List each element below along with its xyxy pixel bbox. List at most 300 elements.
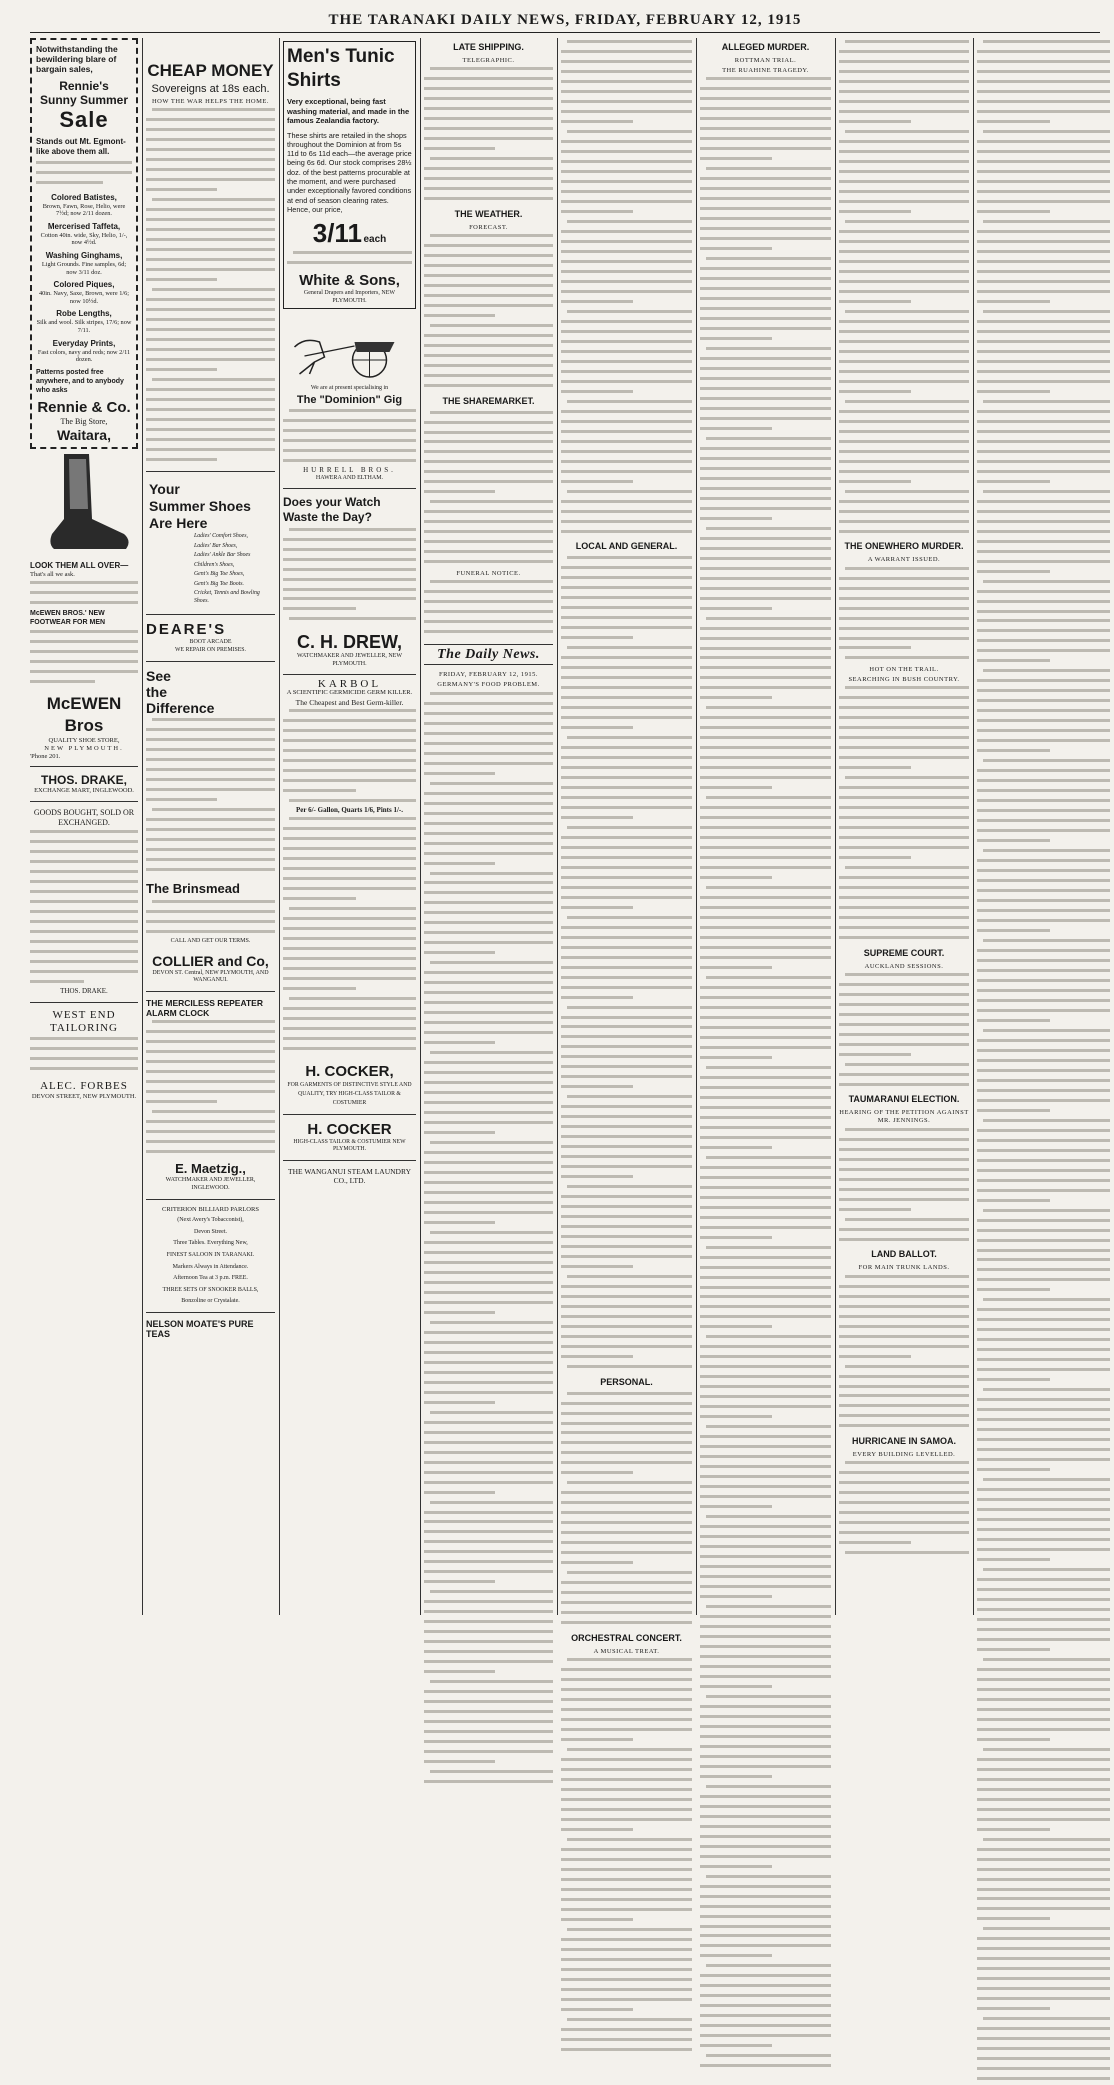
text-line bbox=[977, 959, 1110, 967]
text-line bbox=[424, 364, 553, 372]
text-line bbox=[561, 1175, 692, 1183]
text-line bbox=[977, 999, 1110, 1007]
body-text-block bbox=[700, 77, 831, 2071]
section-heading: SUPREME COURT. bbox=[863, 947, 945, 958]
text-line bbox=[283, 769, 416, 777]
text-line bbox=[700, 1665, 831, 1673]
text-line bbox=[977, 739, 1110, 747]
text-line bbox=[839, 1481, 969, 1489]
text-line bbox=[561, 1778, 692, 1786]
text-line bbox=[977, 370, 1110, 378]
criterion-title: CRITERION BILLIARD PARLORS bbox=[162, 1205, 259, 1213]
text-line bbox=[561, 1611, 692, 1619]
drew-sub: WATCHMAKER AND JEWELLER, NEW PLYMOUTH. bbox=[297, 653, 402, 667]
text-line bbox=[839, 520, 969, 528]
text-line bbox=[561, 1738, 692, 1746]
text-line bbox=[977, 1798, 1110, 1806]
text-line bbox=[561, 816, 692, 824]
text-line bbox=[424, 1331, 553, 1339]
text-line bbox=[424, 981, 553, 989]
text-line bbox=[700, 1495, 831, 1503]
text-line bbox=[700, 1964, 831, 1972]
text-line bbox=[700, 1146, 831, 1154]
text-line bbox=[561, 2008, 692, 2016]
text-line bbox=[146, 288, 275, 296]
text-line bbox=[977, 100, 1110, 108]
text-line bbox=[977, 530, 1110, 538]
text-line bbox=[146, 128, 275, 136]
body-text-block bbox=[839, 973, 969, 1090]
text-line bbox=[146, 258, 275, 266]
text-line bbox=[700, 1415, 831, 1423]
text-line bbox=[977, 350, 1110, 358]
text-line bbox=[977, 919, 1110, 927]
text-line bbox=[839, 567, 969, 575]
text-line bbox=[561, 400, 692, 408]
text-line bbox=[561, 1898, 692, 1906]
text-line bbox=[561, 180, 692, 188]
text-line bbox=[561, 856, 692, 864]
text-line bbox=[839, 180, 969, 188]
paper-date: FRIDAY, FEBRUARY 12, 1915. bbox=[438, 671, 539, 679]
text-line bbox=[977, 1538, 1110, 1546]
text-line bbox=[424, 1441, 553, 1449]
text-line bbox=[977, 560, 1110, 568]
text-line bbox=[839, 40, 969, 48]
text-line bbox=[700, 1954, 831, 1962]
text-line bbox=[839, 706, 969, 714]
text-line bbox=[977, 120, 1110, 128]
text-line bbox=[561, 1688, 692, 1696]
text-line bbox=[146, 748, 275, 756]
text-line bbox=[283, 429, 416, 437]
text-line bbox=[977, 500, 1110, 508]
text-line bbox=[700, 1475, 831, 1483]
text-line bbox=[424, 1361, 553, 1369]
text-line bbox=[700, 1805, 831, 1813]
text-line bbox=[839, 876, 969, 884]
text-line bbox=[561, 1818, 692, 1826]
section-subheading: A MUSICAL TREAT. bbox=[593, 1647, 660, 1655]
text-line bbox=[839, 1168, 969, 1176]
text-line bbox=[561, 876, 692, 884]
text-line bbox=[561, 1858, 692, 1866]
text-line bbox=[561, 1541, 692, 1549]
rennie-item-desc: Brown, Fawn, Rose, Helio, were 7½d; now 2/11 dozen. bbox=[42, 202, 126, 218]
text-line bbox=[700, 2004, 831, 2012]
text-line bbox=[977, 1638, 1110, 1646]
text-line bbox=[146, 248, 275, 256]
text-line bbox=[424, 1281, 553, 1289]
text-line bbox=[839, 1033, 969, 1041]
forbes-addr: DEVON STREET, NEW PLYMOUTH. bbox=[31, 1092, 137, 1100]
text-line bbox=[977, 460, 1110, 468]
criterion-line: Afternoon Tea at 3 p.m. FREE. bbox=[173, 1275, 248, 1282]
text-line bbox=[977, 969, 1110, 977]
mcewen-town: NEW PLYMOUTH. bbox=[44, 744, 124, 752]
text-line bbox=[977, 1818, 1110, 1826]
text-line bbox=[700, 337, 831, 345]
text-line bbox=[977, 1209, 1110, 1217]
text-line bbox=[977, 1937, 1110, 1945]
text-line bbox=[424, 127, 553, 135]
text-line bbox=[146, 418, 275, 426]
text-line bbox=[561, 696, 692, 704]
gig-seller: HURRELL BROS. bbox=[303, 466, 396, 475]
text-line bbox=[561, 1325, 692, 1333]
rennie-tag: Stands out Mt. Egmont-like above them all. bbox=[36, 137, 126, 156]
text-line bbox=[146, 1100, 275, 1108]
text-line bbox=[146, 1070, 275, 1078]
text-line bbox=[283, 588, 416, 596]
text-line bbox=[424, 500, 553, 508]
text-line bbox=[561, 976, 692, 984]
text-line bbox=[424, 1540, 553, 1548]
text-line bbox=[283, 597, 416, 605]
text-line bbox=[424, 961, 553, 969]
text-line bbox=[283, 789, 416, 797]
text-line bbox=[424, 1131, 553, 1139]
text-line bbox=[839, 766, 969, 774]
text-line bbox=[700, 1695, 831, 1703]
text-line bbox=[561, 756, 692, 764]
text-line bbox=[977, 360, 1110, 368]
text-line bbox=[977, 430, 1110, 438]
text-line bbox=[839, 390, 969, 398]
text-line bbox=[424, 1660, 553, 1668]
text-line bbox=[561, 360, 692, 368]
text-line bbox=[561, 596, 692, 604]
deare-title: DEARE'S bbox=[146, 621, 227, 639]
text-line bbox=[700, 607, 831, 615]
text-line bbox=[700, 1156, 831, 1164]
text-line bbox=[561, 1441, 692, 1449]
text-line bbox=[700, 1905, 831, 1913]
rennie-name: Rennie & Co. bbox=[37, 398, 131, 416]
text-line bbox=[977, 1039, 1110, 1047]
text-line bbox=[839, 826, 969, 834]
rennie-footer: Patterns posted free anywhere, and to anybody who asks bbox=[36, 368, 124, 394]
text-line bbox=[700, 736, 831, 744]
text-line bbox=[839, 1063, 969, 1071]
text-line bbox=[561, 686, 692, 694]
text-line bbox=[839, 607, 969, 615]
text-line bbox=[977, 769, 1110, 777]
rennie-item-name: Washing Ginghams, bbox=[45, 250, 123, 260]
text-line bbox=[424, 1241, 553, 1249]
text-line bbox=[700, 1485, 831, 1493]
text-line bbox=[561, 1571, 692, 1579]
text-line bbox=[424, 822, 553, 830]
text-line bbox=[700, 1525, 831, 1533]
text-line bbox=[977, 540, 1110, 548]
text-line bbox=[839, 1285, 969, 1293]
text-line bbox=[283, 1027, 416, 1035]
text-line bbox=[839, 776, 969, 784]
text-line bbox=[700, 1835, 831, 1843]
text-line bbox=[839, 686, 969, 694]
text-line bbox=[561, 1908, 692, 1916]
text-line bbox=[977, 779, 1110, 787]
text-line bbox=[977, 929, 1110, 937]
text-line bbox=[561, 2018, 692, 2026]
text-line bbox=[561, 1285, 692, 1293]
text-line bbox=[977, 1977, 1110, 1985]
text-line bbox=[424, 1211, 553, 1219]
maetzig-addr: WATCHMAKER AND JEWELLER, INGLEWOOD. bbox=[165, 1177, 256, 1192]
rennie-store: The Big Store, bbox=[60, 416, 108, 426]
text-line bbox=[424, 304, 553, 312]
text-line bbox=[700, 806, 831, 814]
text-line bbox=[839, 190, 969, 198]
rennie-town: Waitara, bbox=[57, 426, 111, 443]
text-line bbox=[700, 1176, 831, 1184]
column-2 bbox=[146, 38, 275, 1615]
text-line bbox=[700, 1276, 831, 1284]
text-line bbox=[561, 290, 692, 298]
text-line bbox=[424, 67, 553, 75]
shoe-list-item: Ladies' Comfort Shoes, bbox=[194, 533, 248, 540]
column-rule bbox=[696, 38, 697, 1615]
text-line bbox=[283, 917, 416, 925]
text-line bbox=[977, 1089, 1110, 1097]
text-line bbox=[561, 50, 692, 58]
text-line bbox=[146, 158, 275, 166]
text-line bbox=[977, 1568, 1110, 1576]
text-line bbox=[700, 1405, 831, 1413]
body-text-block bbox=[561, 1392, 692, 1629]
text-line bbox=[561, 916, 692, 924]
text-line bbox=[977, 200, 1110, 208]
text-line bbox=[977, 789, 1110, 797]
text-line bbox=[561, 586, 692, 594]
text-line bbox=[839, 886, 969, 894]
text-line bbox=[424, 177, 553, 185]
text-line bbox=[561, 1155, 692, 1163]
text-line bbox=[561, 906, 692, 914]
text-line bbox=[700, 1735, 831, 1743]
text-line bbox=[839, 530, 969, 538]
text-line bbox=[977, 1888, 1110, 1896]
summer-title: Are Here bbox=[149, 515, 208, 532]
text-line bbox=[424, 1530, 553, 1538]
text-line bbox=[839, 637, 969, 645]
text-line bbox=[424, 1580, 553, 1588]
text-line bbox=[700, 1685, 831, 1693]
text-line bbox=[839, 1003, 969, 1011]
text-line bbox=[146, 448, 275, 456]
text-line bbox=[700, 1355, 831, 1363]
text-line bbox=[839, 420, 969, 428]
text-line bbox=[700, 117, 831, 125]
text-line bbox=[839, 1394, 969, 1402]
text-line bbox=[839, 200, 969, 208]
text-line bbox=[146, 1150, 275, 1158]
text-line bbox=[700, 557, 831, 565]
text-line bbox=[839, 1385, 969, 1393]
text-line bbox=[977, 669, 1110, 677]
body-text-block bbox=[146, 718, 275, 875]
text-line bbox=[146, 838, 275, 846]
text-line bbox=[146, 788, 275, 796]
text-line bbox=[561, 786, 692, 794]
text-line bbox=[561, 230, 692, 238]
text-line bbox=[146, 378, 275, 386]
text-line bbox=[146, 438, 275, 446]
text-line bbox=[839, 1083, 969, 1091]
text-line bbox=[839, 480, 969, 488]
text-line bbox=[977, 1768, 1110, 1776]
text-line bbox=[700, 647, 831, 655]
text-line bbox=[424, 1620, 553, 1628]
text-line bbox=[977, 1628, 1110, 1636]
text-line bbox=[839, 1345, 969, 1353]
text-line bbox=[977, 1528, 1110, 1536]
text-line bbox=[561, 110, 692, 118]
text-line bbox=[977, 1278, 1110, 1286]
text-line bbox=[561, 260, 692, 268]
text-line bbox=[424, 1151, 553, 1159]
text-line bbox=[700, 307, 831, 315]
text-line bbox=[977, 979, 1110, 987]
text-line bbox=[424, 1640, 553, 1648]
text-line bbox=[561, 1828, 692, 1836]
text-line bbox=[561, 1085, 692, 1093]
text-line bbox=[977, 1358, 1110, 1366]
text-line bbox=[700, 1795, 831, 1803]
text-line bbox=[700, 746, 831, 754]
text-line bbox=[561, 1698, 692, 1706]
text-line bbox=[700, 1066, 831, 1074]
text-line bbox=[977, 1558, 1110, 1566]
text-line bbox=[977, 2057, 1110, 2065]
text-line bbox=[424, 107, 553, 115]
text-line bbox=[283, 548, 416, 556]
text-line bbox=[561, 1958, 692, 1966]
text-line bbox=[424, 431, 553, 439]
mcewen-name: McEWEN Bros bbox=[46, 694, 122, 736]
text-line bbox=[700, 567, 831, 575]
text-line bbox=[283, 927, 416, 935]
text-line bbox=[146, 798, 275, 806]
text-line bbox=[424, 1351, 553, 1359]
text-line bbox=[146, 188, 275, 196]
text-line bbox=[977, 1967, 1110, 1975]
text-line bbox=[977, 240, 1110, 248]
text-line bbox=[561, 896, 692, 904]
summer-title: Summer Shoes bbox=[149, 498, 251, 515]
text-line bbox=[146, 358, 275, 366]
forbes-name: ALEC. FORBES bbox=[40, 1079, 128, 1092]
text-line bbox=[424, 1391, 553, 1399]
rennie-item-name: Colored Piques, bbox=[53, 280, 115, 290]
text-line bbox=[977, 260, 1110, 268]
text-line bbox=[700, 1555, 831, 1563]
text-line bbox=[424, 1750, 553, 1758]
text-line bbox=[700, 2014, 831, 2022]
text-line bbox=[700, 2034, 831, 2042]
text-line bbox=[700, 1625, 831, 1633]
brinsmead-title: The Brinsmead bbox=[146, 881, 240, 897]
text-line bbox=[561, 80, 692, 88]
text-line bbox=[839, 1208, 969, 1216]
text-line bbox=[977, 140, 1110, 148]
text-line bbox=[424, 911, 553, 919]
cocker-title: H. COCKER bbox=[307, 1120, 392, 1138]
masthead bbox=[30, 8, 1100, 33]
text-line bbox=[700, 1925, 831, 1933]
text-line bbox=[561, 1928, 692, 1936]
text-line bbox=[424, 692, 553, 700]
text-line bbox=[977, 210, 1110, 218]
text-line bbox=[700, 577, 831, 585]
text-line bbox=[700, 1885, 831, 1893]
text-line bbox=[700, 1655, 831, 1663]
text-line bbox=[977, 1219, 1110, 1227]
text-line bbox=[839, 1228, 969, 1236]
text-line bbox=[424, 460, 553, 468]
text-line bbox=[561, 1471, 692, 1479]
tunic-advert bbox=[283, 41, 416, 309]
text-line bbox=[146, 1120, 275, 1128]
text-line bbox=[561, 280, 692, 288]
text-line bbox=[700, 1335, 831, 1343]
text-line bbox=[700, 666, 831, 674]
text-line bbox=[561, 1265, 692, 1273]
text-line bbox=[424, 490, 553, 498]
text-line bbox=[424, 1411, 553, 1419]
text-line bbox=[977, 1378, 1110, 1386]
column-3 bbox=[283, 38, 416, 1615]
text-line bbox=[424, 1401, 553, 1409]
text-line bbox=[146, 318, 275, 326]
text-line bbox=[700, 1865, 831, 1873]
text-line bbox=[700, 1974, 831, 1982]
section-heading: THE ONEWHERO MURDER. bbox=[844, 541, 964, 552]
text-line bbox=[977, 1308, 1110, 1316]
text-line bbox=[977, 1428, 1110, 1436]
text-line bbox=[839, 617, 969, 625]
text-line bbox=[561, 60, 692, 68]
text-line bbox=[700, 1126, 831, 1134]
text-line bbox=[561, 1412, 692, 1420]
text-line bbox=[977, 1189, 1110, 1197]
see-title: the bbox=[146, 683, 167, 700]
text-line bbox=[839, 450, 969, 458]
text-line bbox=[700, 836, 831, 844]
text-line bbox=[424, 1481, 553, 1489]
text-line bbox=[977, 839, 1110, 847]
text-line bbox=[977, 1828, 1110, 1836]
text-line bbox=[424, 1511, 553, 1519]
text-line bbox=[700, 177, 831, 185]
text-line bbox=[700, 587, 831, 595]
text-line bbox=[700, 1305, 831, 1313]
text-line bbox=[700, 1815, 831, 1823]
text-line bbox=[977, 1878, 1110, 1886]
karbol-sub: A SCIENTIFIC GERMICIDE GERM KILLER. bbox=[286, 688, 413, 696]
text-line bbox=[977, 440, 1110, 448]
text-line bbox=[561, 1591, 692, 1599]
text-line bbox=[146, 718, 275, 726]
text-line bbox=[977, 879, 1110, 887]
text-line bbox=[424, 1051, 553, 1059]
text-line bbox=[561, 806, 692, 814]
text-line bbox=[424, 334, 553, 342]
text-line bbox=[700, 756, 831, 764]
text-line bbox=[424, 1680, 553, 1688]
text-line bbox=[977, 1109, 1110, 1117]
